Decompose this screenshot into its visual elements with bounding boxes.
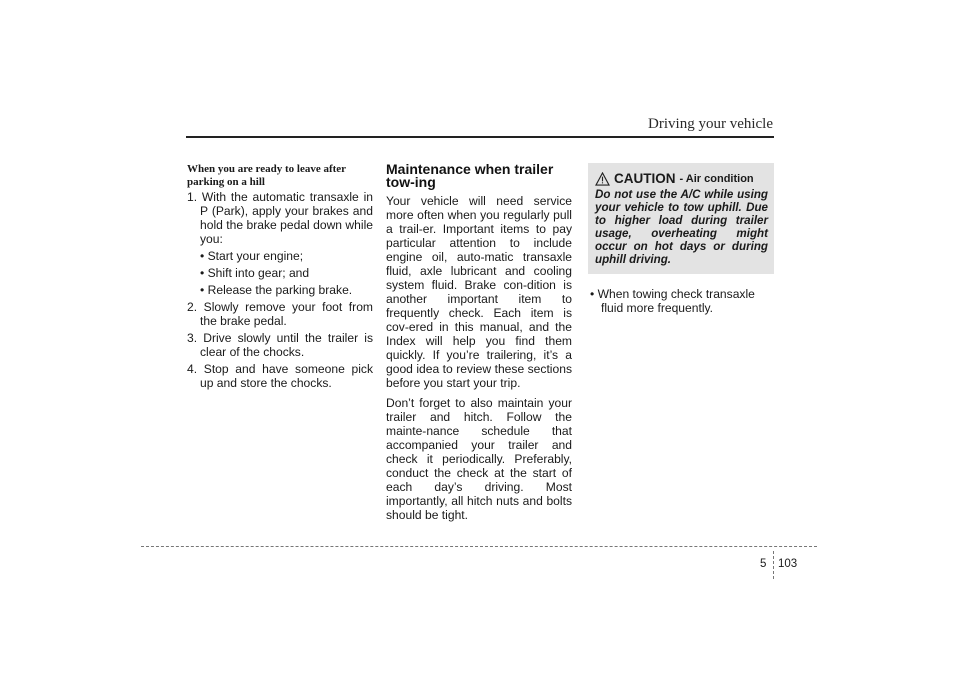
chapter-number: 5 <box>760 558 767 570</box>
footer-rule <box>141 546 817 547</box>
bullet-list <box>187 249 373 297</box>
towing-bullet: • When towing check transaxle fluid more frequently. <box>590 287 755 315</box>
paragraph-hitch: Don’t forget to also maintain your trailer and hitch. Follow the mainte-nance schedule that accompanied your trailer and check it periodically. Preferably, conduct the check at the start of each day’s driving. Most importantly, all hitch nuts and bolts should be tight. <box>386 396 572 522</box>
step-3: 3. Drive slowly until the trailer is clear of the chocks. <box>187 331 373 359</box>
subheading: When you are ready to leave after parking on a hill <box>187 163 346 188</box>
caution-header <box>595 172 768 186</box>
running-header: Driving your vehicle <box>648 116 773 132</box>
caution-box <box>588 163 774 274</box>
right-column <box>588 163 774 327</box>
paragraph-service: Your vehicle will need service more often when you regularly pull a trail-er. Important items to pay particular attention to include engine oil, auto-matic transaxle fluid, axle lubricant and cooling system fluid. Brake con-dition is another important item to frequently check. Each item is cov-ered in this manual, and the Index will help you find them quickly. If you’re trailering, it’s a good idea to review these sections before you start your trip. <box>386 194 572 390</box>
bullet-item: • Start your engine; <box>187 249 373 263</box>
section-title: Maintenance when trailer tow-ing <box>386 161 554 190</box>
bullet-item: • Shift into gear; and <box>187 266 373 280</box>
caution-text: Do not use the A/C while using your vehicle to tow uphill. Due to higher load during trailer usage, overheating might occur on hot days or during uphill driving. <box>595 188 768 266</box>
middle-column <box>386 163 572 528</box>
page-number: 103 <box>778 558 798 570</box>
step-4: 4. Stop and have someone pick up and store the chocks. <box>187 362 373 390</box>
caution-subtitle: - Air condition <box>679 173 754 185</box>
caution-label: CAUTION <box>614 171 676 186</box>
step-2: 2. Slowly remove your foot from the brake pedal. <box>187 300 373 328</box>
left-column <box>187 163 373 393</box>
footer-divider <box>773 551 774 579</box>
header-rule <box>186 136 774 138</box>
step-1: 1. With the automatic transaxle in P (Park), apply your brakes and hold the brake pedal down while you: <box>187 190 373 246</box>
bullet-item: • Release the parking brake. <box>187 283 373 297</box>
warning-triangle-icon <box>595 172 610 186</box>
